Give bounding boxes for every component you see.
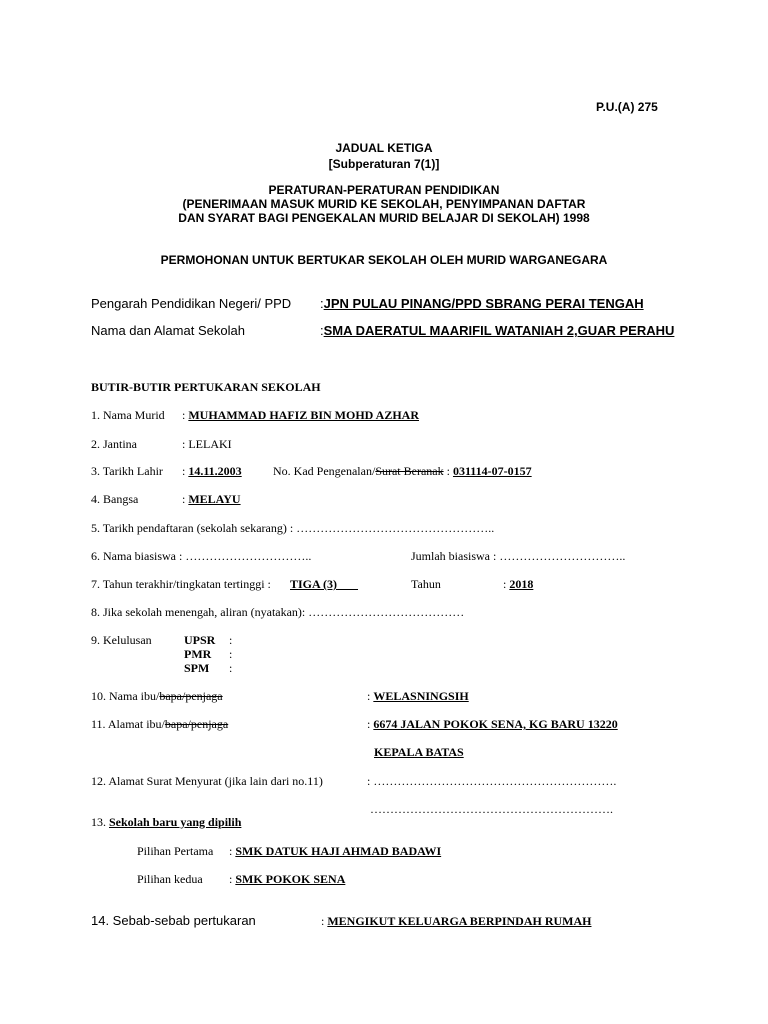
choice2-label: Pilihan kedua	[137, 872, 203, 886]
qualification-spm: SPM	[184, 661, 210, 675]
year-value-row: : 2018	[503, 577, 534, 591]
race-value: MELAYU	[188, 492, 241, 506]
dob-value: 14.11.2003	[188, 464, 242, 478]
school-value-row: :SMA DAERATUL MAARIFIL WATANIAH 2,GUAR PERAHU	[320, 323, 675, 338]
ic-row: No. Kad Pengenalan/Surat Beranak : 031114-07-0157	[273, 464, 532, 478]
address-label: 11. Alamat ibu/	[91, 717, 165, 731]
registration-date-field: 5. Tarikh pendaftaran (sekolah sekarang) : …………………………………………..	[91, 521, 495, 535]
level-value-row	[290, 577, 358, 592]
choice1-label: Pilihan Pertama	[137, 844, 214, 858]
school-label: Nama dan Alamat Sekolah	[91, 323, 245, 338]
regulation-title-line2: (PENERIMAAN MASUK MURID KE SEKOLAH, PENYIMPANAN DAFTAR	[182, 197, 586, 211]
regulation-title-line1: PERATURAN-PERATURAN PENDIDIKAN	[268, 183, 500, 197]
year-label: Tahun	[411, 577, 441, 591]
ic-value: 031114-07-0157	[452, 464, 532, 478]
qualification-pmr-colon: :	[229, 647, 233, 661]
mother-label-row	[91, 689, 223, 704]
scholarship-amount-field: Jumlah biasiswa : …………………………..	[411, 549, 626, 563]
ic-label: No. Kad Pengenalan/	[273, 464, 376, 478]
qualification-upsr: UPSR	[184, 633, 216, 647]
gender-value: : LELAKI	[182, 437, 232, 451]
mail-address-label: 12. Alamat Surat Menyurat (jika lain dari no.11)	[91, 774, 323, 788]
level-value: TIGA (3)	[290, 577, 338, 591]
name-label: 1. Nama Murid	[91, 408, 165, 422]
new-school-label: Sekolah baru yang dipilih	[109, 815, 242, 829]
reason-value: MENGIKUT KELUARGA BERPINDAH RUMAH	[327, 914, 592, 928]
name-value: MUHAMMAD HAFIZ BIN MOHD AZHAR	[188, 408, 419, 422]
schedule-heading: JADUAL KETIGA	[335, 141, 433, 155]
address-label-row	[91, 717, 228, 732]
level-label: 7. Tahun terakhir/tingkatan tertinggi :	[91, 577, 271, 591]
reason-label: 14. Sebab-sebab pertukaran	[91, 913, 256, 928]
qualification-pmr: PMR	[184, 647, 212, 661]
mother-value-row: : WELASNINGSIH	[367, 689, 469, 703]
race-value-row: : MELAYU	[182, 492, 241, 506]
document-reference: P.U.(A) 275	[596, 100, 658, 114]
scholarship-name-field: 6. Nama biasiswa : …………………………..	[91, 549, 312, 563]
address-value-line2: KEPALA BATAS	[374, 745, 464, 759]
subregulation-heading: [Subperaturan 7(1)]	[328, 157, 440, 171]
director-value-row: :JPN PULAU PINANG/PPD SBRANG PERAI TENGAH	[320, 296, 644, 311]
address-value-row: : 6674 JALAN POKOK SENA, KG BARU 13220	[367, 717, 618, 731]
qualification-spm-colon: :	[229, 661, 233, 675]
mail-address-dots1: : …………………………………………………….	[367, 774, 617, 788]
new-school-heading	[91, 815, 241, 830]
ic-label-struck: Surat Beranak	[375, 464, 444, 478]
race-label: 4. Bangsa	[91, 492, 139, 506]
address-label-struck: bapa/penjaga	[164, 717, 229, 731]
form-title: PERMOHONAN UNTUK BERTUKAR SEKOLAH OLEH MURID WARGANEGARA	[160, 253, 608, 267]
mother-value: WELASNINGSIH	[373, 689, 469, 703]
qualification-label: 9. Kelulusan	[91, 633, 152, 647]
new-school-number: 13.	[91, 815, 106, 829]
year-value: 2018	[509, 577, 534, 591]
regulation-title-line3: DAN SYARAT BAGI PENGEKALAN MURID BELAJAR DI SEKOLAH) 1998	[178, 211, 590, 225]
school-value: SMA DAERATUL MAARIFIL WATANIAH 2,GUAR PERAHU	[323, 323, 675, 338]
choice2-value: SMK POKOK SENA	[235, 872, 346, 886]
reason-value-row: : MENGIKUT KELUARGA BERPINDAH RUMAH	[321, 914, 592, 928]
name-value-row: : MUHAMMAD HAFIZ BIN MOHD AZHAR	[182, 408, 419, 422]
choice1-value-row: : SMK DATUK HAJI AHMAD BADAWI	[229, 844, 442, 858]
stream-field: 8. Jika sekolah menengah, aliran (nyatakan): …………………………………	[91, 605, 465, 619]
dob-value-row: : 14.11.2003	[182, 464, 242, 478]
mother-label: 10. Nama ibu/	[91, 689, 160, 703]
director-label: Pengarah Pendidikan Negeri/ PPD	[91, 296, 292, 311]
qualification-upsr-colon: :	[229, 633, 233, 647]
mail-address-dots2: …………………………………………………….	[370, 802, 613, 816]
address-value-line1: 6674 JALAN POKOK SENA, KG BARU 13220	[373, 717, 618, 731]
mother-label-struck: bapa/penjaga	[159, 689, 223, 703]
section-title: BUTIR-BUTIR PERTUKARAN SEKOLAH	[91, 380, 321, 394]
dob-label: 3. Tarikh Lahir	[91, 464, 163, 478]
gender-label: 2. Jantina	[91, 437, 137, 451]
director-value: JPN PULAU PINANG/PPD SBRANG PERAI TENGAH	[323, 296, 644, 311]
choice1-value: SMK DATUK HAJI AHMAD BADAWI	[235, 844, 442, 858]
choice2-value-row: : SMK POKOK SENA	[229, 872, 346, 886]
